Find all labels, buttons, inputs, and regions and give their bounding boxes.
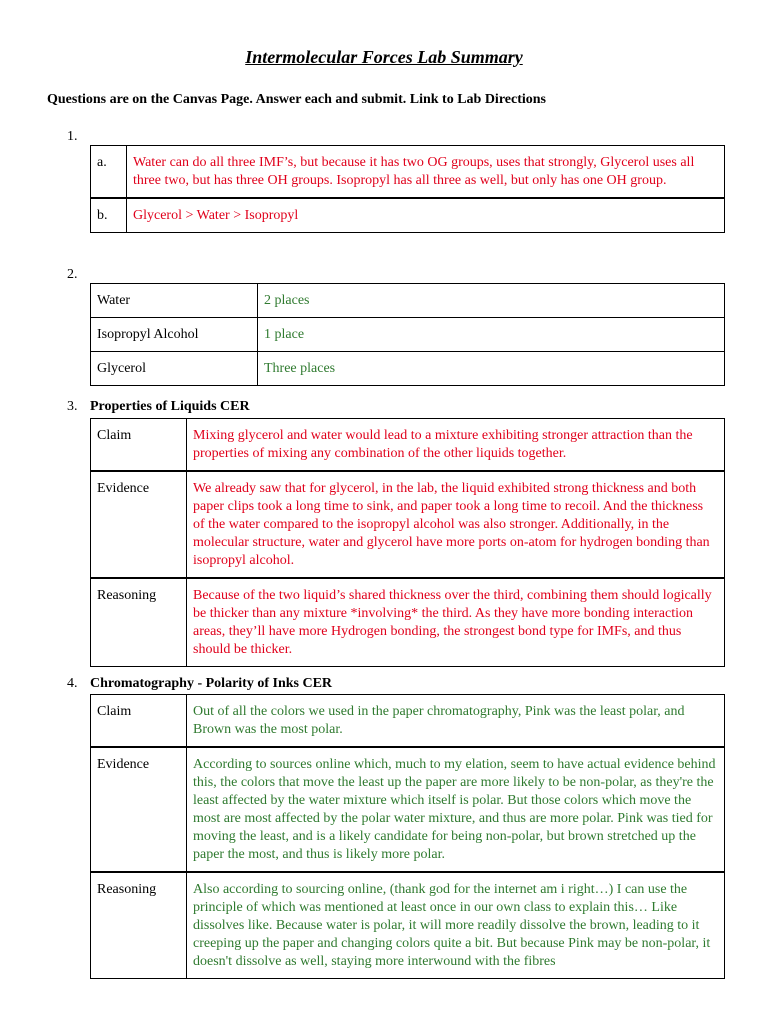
row-label: Water (91, 284, 258, 318)
question-2-table (90, 283, 725, 386)
question-3-heading: Properties of Liquids CER (90, 399, 250, 414)
answer-text: Also according to sourcing online, (thank god for the internet am i right…) I can use the principle of which was mentioned at least once in our own class to explain this… Like dissolves like. Because water is polar, it will more readily dissolve the brown, leading to it creeping up the paper and changing colors quite a bit. But because Pink may be non-polar, it doesn't dissolve as well, staying more interwound with the fibres (187, 872, 725, 979)
table-row (91, 578, 725, 667)
answer-text: Out of all the colors we used in the paper chromatography, Pink was the least polar, and Brown was the most polar. (187, 695, 725, 748)
instructions-line: Questions are on the Canvas Page. Answer each and submit. Link to Lab Directions (47, 92, 546, 107)
row-label: Isopropyl Alcohol (91, 318, 258, 352)
question-3-table (90, 418, 725, 667)
question-3-number: 3. (67, 399, 78, 414)
table-row (91, 419, 725, 472)
answer-text: Because of the two liquid’s shared thickness over the third, combining them should logically be thicker than any mixture *involving* the third. As they have more bonding interaction areas, they’ll have more Hydrogen bonding, the strongest bond type for IMFs, and thus should be thicker. (187, 578, 725, 667)
question-4-table (90, 694, 725, 979)
question-4-heading: Chromatography - Polarity of Inks CER (90, 676, 333, 691)
row-label: Claim (91, 419, 187, 472)
table-row (91, 471, 725, 578)
answer-text: Three places (258, 352, 725, 386)
question-1-table (90, 145, 725, 233)
row-label: Evidence (91, 747, 187, 872)
answer-text: 1 place (258, 318, 725, 352)
answer-text: 2 places (258, 284, 725, 318)
question-2-number: 2. (67, 267, 78, 282)
row-label: a. (91, 146, 127, 199)
answer-text: Mixing glycerol and water would lead to a mixture exhibiting stronger attraction than the properties of mixing any combination of the other liquids together. (187, 419, 725, 472)
table-row (91, 318, 725, 352)
page-title: Intermolecular Forces Lab Summary (245, 47, 523, 67)
row-label: Reasoning (91, 872, 187, 979)
table-row (91, 747, 725, 872)
answer-text: Water can do all three IMF’s, but because it has two OG groups, uses that strongly, Glycerol uses all three two, but has three OH groups. Isopropyl has all three as well, but only has one OH group. (127, 146, 725, 199)
table-row (91, 695, 725, 748)
answer-text: According to sources online which, much to my elation, seem to have actual evidence behind this, the colors that move the least up the paper are more likely to be non-polar, as they're the least affected by the water mixture which itself is polar. But those colors which move the most are most affected by the polar water mixture, and thus are more polar. Pink was tied for moving the least, and is a likely candidate for being non-polar, but brown stretched up the paper the most, and thus is likely more polar. (187, 747, 725, 872)
row-label: Claim (91, 695, 187, 748)
answer-text: We already saw that for glycerol, in the lab, the liquid exhibited strong thickness and both paper clips took a long time to sink, and paper took a long time to recoil. And the thickness of the water compared to the isopropyl alcohol was also stronger. Additionally, in the molecular structure, water and glycerol have more ports on-atom for hydrogen bonding than isopropyl alcohol. (187, 471, 725, 578)
row-label: Reasoning (91, 578, 187, 667)
row-label: Evidence (91, 471, 187, 578)
table-row (91, 146, 725, 199)
table-row (91, 872, 725, 979)
table-row (91, 284, 725, 318)
table-row (91, 352, 725, 386)
answer-text: Glycerol > Water > Isopropyl (127, 198, 725, 233)
row-label: Glycerol (91, 352, 258, 386)
table-row (91, 198, 725, 233)
question-4-number: 4. (67, 676, 78, 691)
question-1-number: 1. (67, 129, 78, 144)
row-label: b. (91, 198, 127, 233)
